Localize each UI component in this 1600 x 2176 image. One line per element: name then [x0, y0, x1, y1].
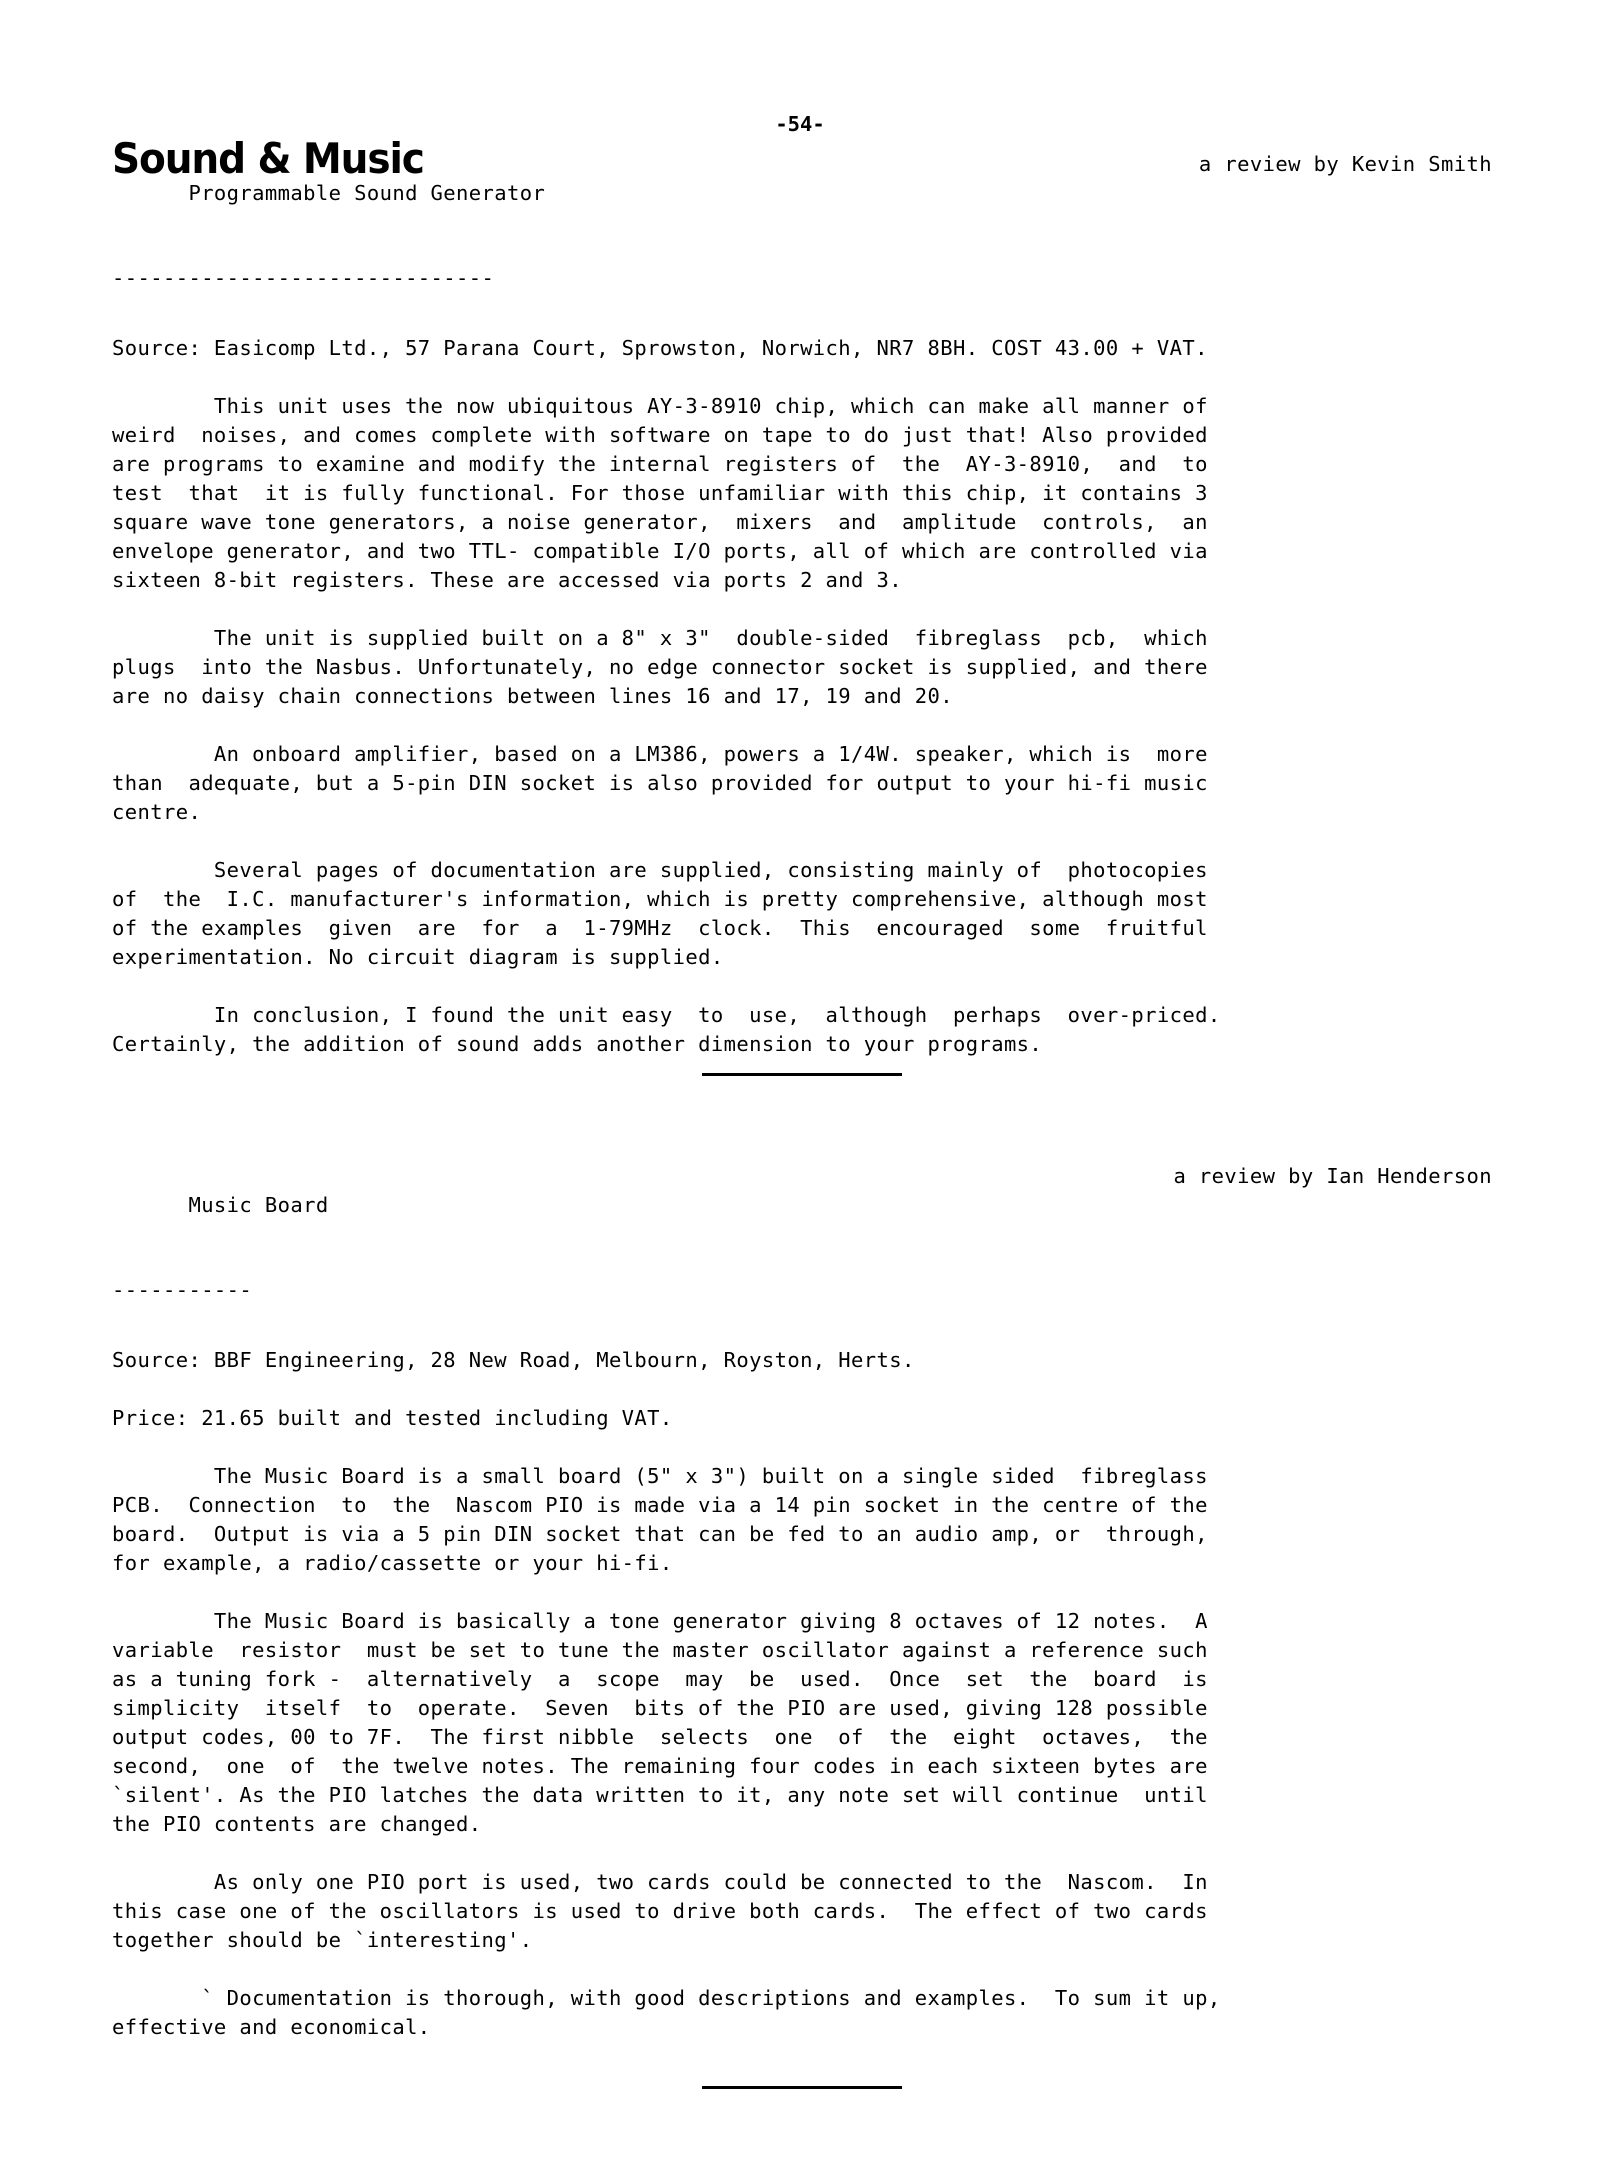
text-line: as a tuning fork - alternatively a scope may be used. Once set the board is [112, 1667, 1208, 1691]
text-line: experimentation. No circuit diagram is supplied. [112, 945, 724, 969]
text-line: this case one of the oscillators is used to drive both cards. The effect of two cards [112, 1899, 1208, 1923]
text-line: The Music Board is a small board (5" x 3") built on a single sided fibreglass [112, 1464, 1208, 1488]
publication-logo: Sound & Music [112, 134, 424, 183]
text-line: output codes, 00 to 7F. The first nibble selects one of the eight octaves, the [112, 1725, 1208, 1749]
text-line: effective and economical. [112, 2015, 431, 2039]
article2-header [112, 1162, 1492, 1278]
text-line: together should be `interesting'. [112, 1928, 533, 1952]
text-line: An onboard amplifier, based on a LM386, powers a 1/4W. speaker, which is more [112, 742, 1208, 766]
text-line: weird noises, and comes complete with software on tape to do just that! Also provided [112, 423, 1208, 447]
text-line: envelope generator, and two TTL- compatible I/O ports, all of which are controlled via [112, 539, 1208, 563]
text-line: Certainly, the addition of sound adds another dimension to your programs. [112, 1032, 1043, 1056]
article1-paragraph-1 [112, 392, 1492, 595]
article1-source: Source: Easicomp Ltd., 57 Parana Court, Sprowston, Norwich, NR7 8BH. COST 43.00 + VAT. [112, 336, 1208, 360]
text-line: As only one PIO port is used, two cards could be connected to the Nascom. In [112, 1870, 1208, 1894]
text-line: In conclusion, I found the unit easy to use, although perhaps over-priced. [112, 1003, 1221, 1027]
article2-paragraph-2 [112, 1607, 1492, 1839]
page-number: -54- [775, 112, 825, 136]
article2-title: Music Board [188, 1193, 329, 1217]
text-line: are no daisy chain connections between lines 16 and 17, 19 and 20. [112, 684, 953, 708]
text-line: The Music Board is basically a tone generator giving 8 octaves of 12 notes. A [112, 1609, 1208, 1633]
text-line: of the I.C. manufacturer's information, which is pretty comprehensive, although most [112, 887, 1208, 911]
text-line: second, one of the twelve notes. The remaining four codes in each sixteen bytes are [112, 1754, 1208, 1778]
article1-paragraph-3 [112, 740, 1492, 827]
text-line: The unit is supplied built on a 8" x 3" double-sided fibreglass pcb, which [112, 626, 1208, 650]
text-line: simplicity itself to operate. Seven bits of the PIO are used, giving 128 possible [112, 1696, 1208, 1720]
text-line: Several pages of documentation are supplied, consisting mainly of photocopies [112, 858, 1208, 882]
article1-paragraph-4 [112, 856, 1492, 972]
document-body [112, 150, 1492, 2089]
article2-byline: a review by Ian Henderson [1173, 1164, 1492, 1188]
text-line: board. Output is via a 5 pin DIN socket that can be fed to an audio amp, or through, [112, 1522, 1208, 1546]
article1-subtitle: Programmable Sound Generator [188, 181, 546, 205]
article1-paragraph-2 [112, 624, 1492, 711]
article1-paragraph-5 [112, 1001, 1492, 1059]
article2-paragraph-1 [112, 1462, 1492, 1578]
text-line: centre. [112, 800, 202, 824]
section-divider-2 [112, 2086, 1492, 2089]
article1-header [112, 150, 1492, 266]
text-line: for example, a radio/cassette or your hi-fi. [112, 1551, 673, 1575]
text-line: `silent'. As the PIO latches the data written to it, any note set will continue until [112, 1783, 1208, 1807]
text-line: variable resistor must be set to tune the master oscillator against a reference such [112, 1638, 1208, 1662]
text-line: PCB. Connection to the Nascom PIO is made via a 14 pin socket in the centre of the [112, 1493, 1208, 1517]
article1-byline: a review by Kevin Smith [1198, 152, 1492, 176]
text-line: square wave tone generators, a noise generator, mixers and amplitude controls, an [112, 510, 1208, 534]
article2-paragraph-3 [112, 1868, 1492, 1955]
article2-paragraph-4 [112, 1984, 1492, 2042]
text-line: test that it is fully functional. For those unfamiliar with this chip, it contains 3 [112, 481, 1208, 505]
text-line: are programs to examine and modify the internal registers of the AY-3-8910, and to [112, 452, 1208, 476]
text-line: This unit uses the now ubiquitous AY-3-8910 chip, which can make all manner of [112, 394, 1208, 418]
article2-rule: ----------- [112, 1278, 253, 1302]
text-line: sixteen 8-bit registers. These are accessed via ports 2 and 3. [112, 568, 903, 592]
text-line: ` Documentation is thorough, with good descriptions and examples. To sum it up, [112, 1986, 1221, 2010]
text-line: the PIO contents are changed. [112, 1812, 482, 1836]
article2-source: Source: BBF Engineering, 28 New Road, Melbourn, Royston, Herts. [112, 1348, 915, 1372]
article1-rule: ------------------------------ [112, 266, 495, 290]
text-line: plugs into the Nasbus. Unfortunately, no edge connector socket is supplied, and there [112, 655, 1208, 679]
text-line: of the examples given are for a 1-79MHz clock. This encouraged some fruitful [112, 916, 1208, 940]
text-line: than adequate, but a 5-pin DIN socket is also provided for output to your hi-fi music [112, 771, 1208, 795]
article2-price: Price: 21.65 built and tested including VAT. [112, 1406, 673, 1430]
